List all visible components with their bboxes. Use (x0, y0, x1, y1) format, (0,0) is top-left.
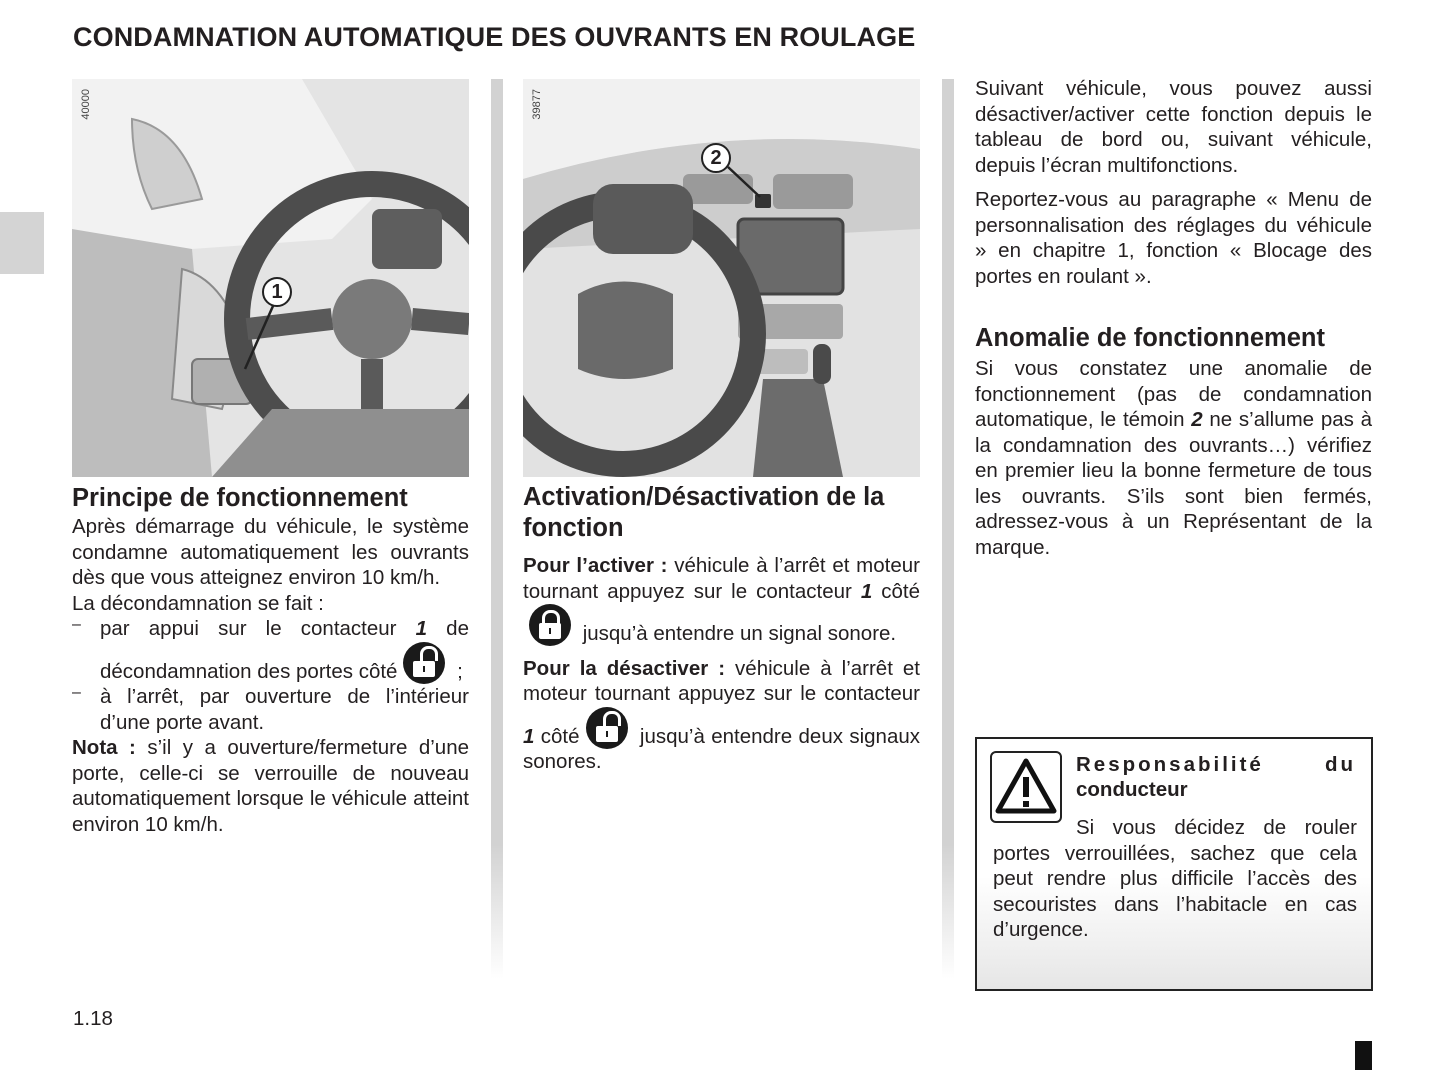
anomaly-paragraph: Si vous constatez une anomalie de fonctionnement (pas de condamnation automatique, le témoin 2 ne s’allume pas à la condamnation des ouvrants…) vérifiez en premier lieu la bonne fermeture de tous les ouvrants. S’ils sont bien fermés, adressez-vous à un Représentant de la marque. (975, 357, 1372, 559)
door-switch-photo (72, 79, 469, 477)
deactivate-paragraph: Pour la désactiver : véhicule à l’arrêt et moteur tournant appuyez sur le contacteur 1 côté jusqu’à entendre deux signaux sonores. (523, 656, 920, 773)
callout-2: 2 (701, 143, 731, 173)
page-edge-marker (1355, 1041, 1372, 1070)
info-paragraph: Suivant véhicule, vous pouvez aussi désactiver/activer cette fonction depuis le tableau de bord ou, suivant véhicule, depuis l’écran multifonctions. (975, 77, 1372, 177)
photo-reference-number: 40000 (80, 89, 92, 120)
section-heading-anomaly: Anomalie de fonctionnement (975, 324, 1325, 352)
column-divider (942, 79, 954, 979)
warning-title: Responsabilité du conducteur (1076, 753, 1356, 801)
warning-box (975, 737, 1373, 991)
section-heading-principle: Principe de fonctionnement (72, 484, 408, 512)
photo-reference-number: 39877 (531, 89, 543, 120)
warning-text: Si vous décidez de rouler portes verrouillées, sachez que cela peut rendre plus difficile l’accès des secouristes dans l’habitacle en cas d’urgence. (993, 816, 1357, 941)
column-principle (72, 79, 469, 837)
callout-1: 1 (262, 277, 292, 307)
nota-paragraph: Nota : s’il y a ouverture/fermeture d’une porte, celle-ci se verrouille de nouveau automatiquement lorsque le véhicule atteint environ 10 km/h. (72, 736, 469, 836)
reference-paragraph: Reportez-vous au paragraphe « Menu de personnalisation des réglages du véhicule » en chapitre 1, fonction « Blocage des portes en roulant ». (975, 188, 1372, 288)
list-item: – à l’arrêt, par ouverture de l’intérieur d’une porte avant. (72, 684, 469, 734)
column-info (975, 76, 1372, 560)
page-number: 1.18 (73, 1007, 113, 1030)
dashboard-photo (523, 79, 920, 477)
page-title: CONDAMNATION AUTOMATIQUE DES OUVRANTS EN ROULAGE (73, 22, 916, 52)
list-item: – par appui sur le contacteur 1 de décondamnation des portes côté ; (72, 616, 469, 683)
chapter-tab (0, 212, 44, 274)
warning-triangle-icon (990, 751, 1062, 823)
column-divider (491, 79, 503, 979)
unlock-icon (403, 642, 445, 684)
column-activation (523, 79, 920, 775)
unlock-icon (586, 707, 628, 749)
principle-paragraph: Après démarrage du véhicule, le système condamne automatiquement les ouvrants dès que vous atteignez environ 10 km/h. (72, 515, 469, 589)
lock-icon (529, 604, 571, 646)
unlock-intro: La décondamnation se fait : (72, 591, 324, 615)
section-heading-activation: Activation/Désactivation de la fonction (523, 483, 885, 542)
activate-paragraph: Pour l’activer : véhicule à l’arrêt et moteur tournant appuyez sur le contacteur 1 côté jusqu’à entendre un signal sonore. (523, 554, 920, 645)
